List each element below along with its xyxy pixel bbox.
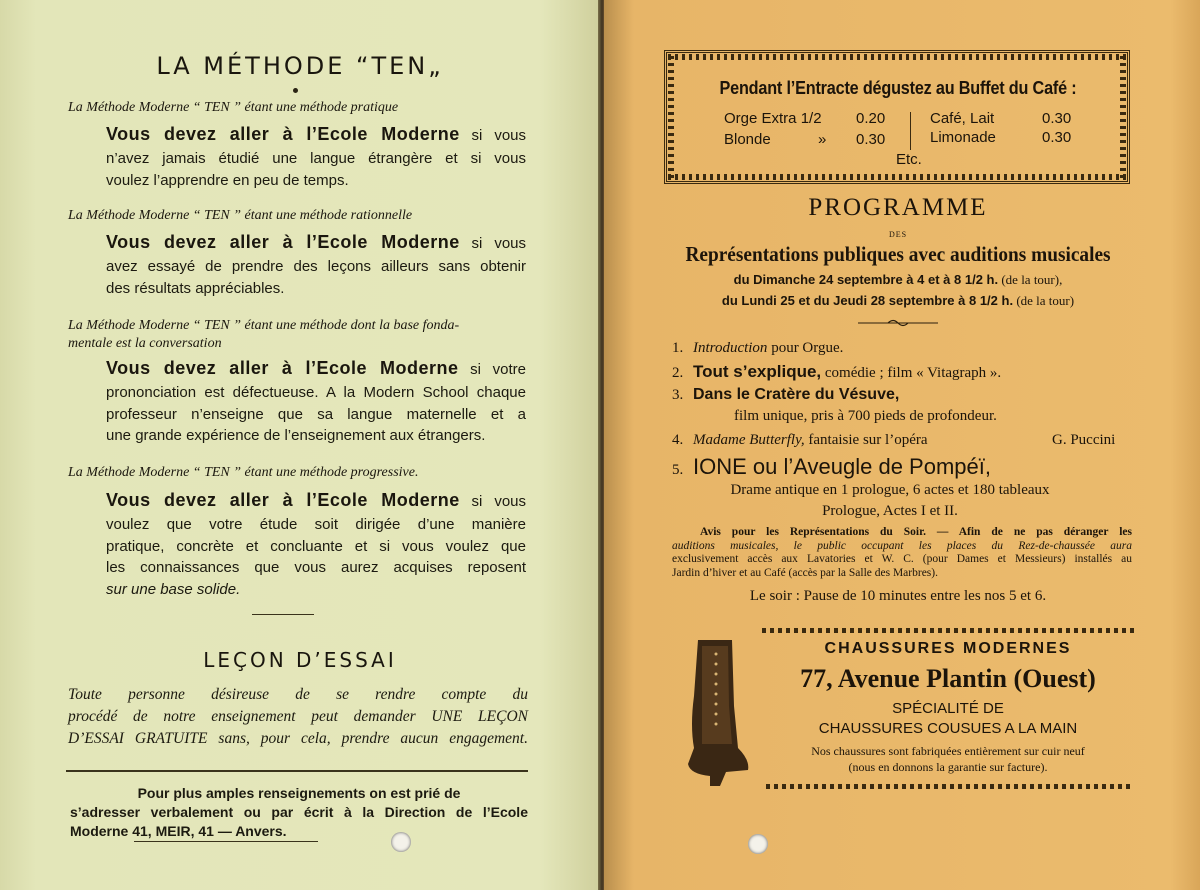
section-3-heading-cont: mentale est la conversation <box>68 336 222 351</box>
section-1-line: n’avez jamais étudié une langue étrangère et si vous <box>106 150 526 167</box>
price-item: Limonade <box>930 129 996 146</box>
section-2-strong-tail: si vous <box>471 235 527 252</box>
section-4-strong: Vous devez aller à l’Ecole Moderne <box>106 490 460 510</box>
footer-text <box>70 784 528 841</box>
footer-underline <box>134 841 318 842</box>
item-3-desc: film unique, pris à 700 pieds de profondeur. <box>734 408 997 424</box>
item-title: Introduction <box>693 340 768 356</box>
section-2-line: avez essayé de prendre des leçons ailleurs sans obtenir <box>106 258 526 275</box>
frame-pattern <box>1120 56 1126 178</box>
programme-item-2 <box>672 362 1001 382</box>
section-4-heading: La Méthode Moderne “ TEN ” étant une méthode progressive. <box>68 465 419 480</box>
programme-item-4 <box>672 432 928 449</box>
item-4-author: G. Puccini <box>1052 432 1116 448</box>
price-item: Café, Lait <box>930 110 995 127</box>
buffet-title: Pendant l’Entracte dégustez au Buffet du Café : <box>719 78 1077 98</box>
section-1-strong: Vous devez aller à l’Ecole Moderne <box>106 124 460 144</box>
title-dot <box>293 88 298 93</box>
item-5-desc-2: Prologue, Actes I et II. <box>822 503 958 519</box>
price-item: Orge Extra 1/2 <box>724 110 822 127</box>
dates-text: du Dimanche 24 septembre à 4 et à 8 1/2 h. <box>733 272 999 287</box>
price-value: 0.20 <box>856 110 886 127</box>
price-value: 0.30 <box>1042 129 1072 146</box>
item-number: 1. <box>672 340 684 356</box>
section-1-line: voulez l’apprendre en peu de temps. <box>106 171 349 189</box>
lecon-line: Toute personne désireuse de se rendre compte du <box>68 686 528 703</box>
section-2-strong: Vous devez aller à l’Ecole Moderne <box>106 232 460 252</box>
item-title: Madame Butterfly, <box>693 432 805 448</box>
section-2-body <box>106 232 526 299</box>
frame-pattern <box>668 54 1126 60</box>
ad-speciality-2: CHAUSSURES COUSUES A LA MAIN <box>818 720 1078 737</box>
section-4-line: voulez que votre étude soit dirigée d’une manière <box>106 516 526 533</box>
item-desc: pour Orgue. <box>771 340 844 356</box>
lecon-text <box>68 684 528 750</box>
avis-line: auditions musicales, le public occupant les places du Rez-de-chaussée aura <box>672 539 1132 552</box>
ad-speciality: SPÉCIALITÉ DE <box>892 700 1004 717</box>
ornament-divider <box>858 318 938 328</box>
avis-line: exclusivement accès aux Lavatories et W. C. (pour Dames et Messieurs) installés au <box>672 553 1132 565</box>
ad-address: 77, Avenue Plantin (Ouest) <box>800 664 1096 693</box>
frame-pattern <box>668 174 1126 180</box>
section-1-strong-tail: si vous <box>471 127 527 144</box>
avis-notice <box>672 526 1132 580</box>
boot-illustration <box>680 636 750 788</box>
ad-line: Nos chaussures sont fabriquées entièrement sur cuir neuf <box>811 744 1085 758</box>
item-number: 2. <box>672 365 684 381</box>
section-4-line: les connaissances que vous aurez acquises reposent <box>106 559 526 576</box>
item-number: 4. <box>672 432 684 448</box>
item-title: Tout s’explique, <box>693 362 822 381</box>
price-value: 0.30 <box>856 131 886 148</box>
short-divider <box>252 614 314 615</box>
section-3-heading: La Méthode Moderne “ TEN ” étant une méthode dont la base fonda- <box>68 318 460 333</box>
footer-line: Moderne 41, MEIR, 41 — Anvers. <box>70 823 287 839</box>
punch-hole <box>391 832 411 852</box>
programme-des: DES <box>888 230 908 239</box>
footer-rule <box>66 770 528 772</box>
dates-line-1 <box>604 272 1192 288</box>
programme-title: PROGRAMME <box>808 194 988 221</box>
lecon-title: LEÇON D’ESSAI <box>203 648 397 672</box>
section-1-heading: La Méthode Moderne “ TEN ” étant une méthode pratique <box>68 100 399 115</box>
price-item: Blonde <box>724 131 771 148</box>
item-desc: comédie ; film « Vitagraph ». <box>824 365 1002 381</box>
item-desc: fantaisie sur l’opéra <box>808 432 928 448</box>
section-3-line: une grande expérience de l’enseignement aux étrangers. <box>106 427 486 444</box>
left-title: LA MÉTHODE “TEN„ <box>156 52 444 80</box>
dates-text: du Lundi 25 et du Jeudi 28 septembre à 8 1/2 h. <box>721 293 1014 308</box>
etc-text: Etc. <box>896 151 922 168</box>
section-4-line: pratique, concrète et concluante et si vous voulez que <box>106 537 526 555</box>
section-4-strong-tail: si vous <box>471 493 527 510</box>
price-value: 0.30 <box>1042 110 1072 127</box>
section-3-strong-tail: si votre <box>470 361 526 378</box>
ad-border-top <box>762 628 1134 633</box>
ad-border-bottom <box>766 784 1134 789</box>
item-number: 5. <box>672 462 684 478</box>
item-5-desc: Drame antique en 1 prologue, 6 actes et 180 tableaux <box>730 482 1050 498</box>
avis-line: Avis pour les Représentations du Soir. — Afin de ne pas déranger les <box>700 526 1132 538</box>
ad-title: CHAUSSURES MODERNES <box>824 640 1072 657</box>
section-1-body <box>106 124 526 191</box>
pause-note: Le soir : Pause de 10 minutes entre les nos 5 et 6. <box>749 588 1047 604</box>
ditto-mark: » <box>818 131 827 148</box>
avis-line: Jardin d’hiver et au Café (accès par la Salle des Marbres). <box>672 566 938 579</box>
section-2-heading: La Méthode Moderne “ TEN ” étant une méthode rationnelle <box>68 208 413 223</box>
programme-subtitle: Représentations publiques avec auditions musicales <box>685 242 1111 266</box>
programme-item-3 <box>672 386 899 404</box>
section-4-body <box>106 490 526 600</box>
item-number: 3. <box>672 387 684 403</box>
footer-line: Pour plus amples renseignements on est prié de <box>137 785 461 801</box>
section-4-line: sur une base solide. <box>106 580 241 598</box>
item-title: IONE ou l’Aveugle de Pompéï, <box>693 454 991 479</box>
section-3-line: professeur n’enseigne que sa langue maternelle et a <box>106 405 526 423</box>
lecon-line: procédé de notre enseignement peut demander UNE LEÇON <box>68 708 528 725</box>
price-divider <box>910 112 911 150</box>
ad-line: (nous en donnons la garantie sur facture). <box>848 760 1048 774</box>
item-title: Dans le Cratère du Vésuve, <box>693 386 900 403</box>
section-2-line: des résultats appréciables. <box>106 279 285 297</box>
section-3-strong: Vous devez aller à l’Ecole Moderne <box>106 358 459 378</box>
dates-line-2 <box>604 293 1192 309</box>
lecon-line: D’ESSAI GRATUITE sans, pour cela, prendre aucun engagement. <box>68 730 528 747</box>
frame-pattern <box>668 56 674 178</box>
section-3-body <box>106 358 526 447</box>
footer-line: s’adresser verbalement ou par écrit à la Direction de l’Ecole <box>70 804 528 820</box>
programme-item-1 <box>672 340 843 357</box>
punch-hole <box>748 834 768 854</box>
dates-tail: (de la tour), <box>1001 272 1063 287</box>
section-3-line: prononciation est défectueuse. A la Modern School chaque <box>106 384 526 401</box>
dates-tail: (de la tour) <box>1016 293 1075 308</box>
programme-item-5 <box>672 454 991 480</box>
